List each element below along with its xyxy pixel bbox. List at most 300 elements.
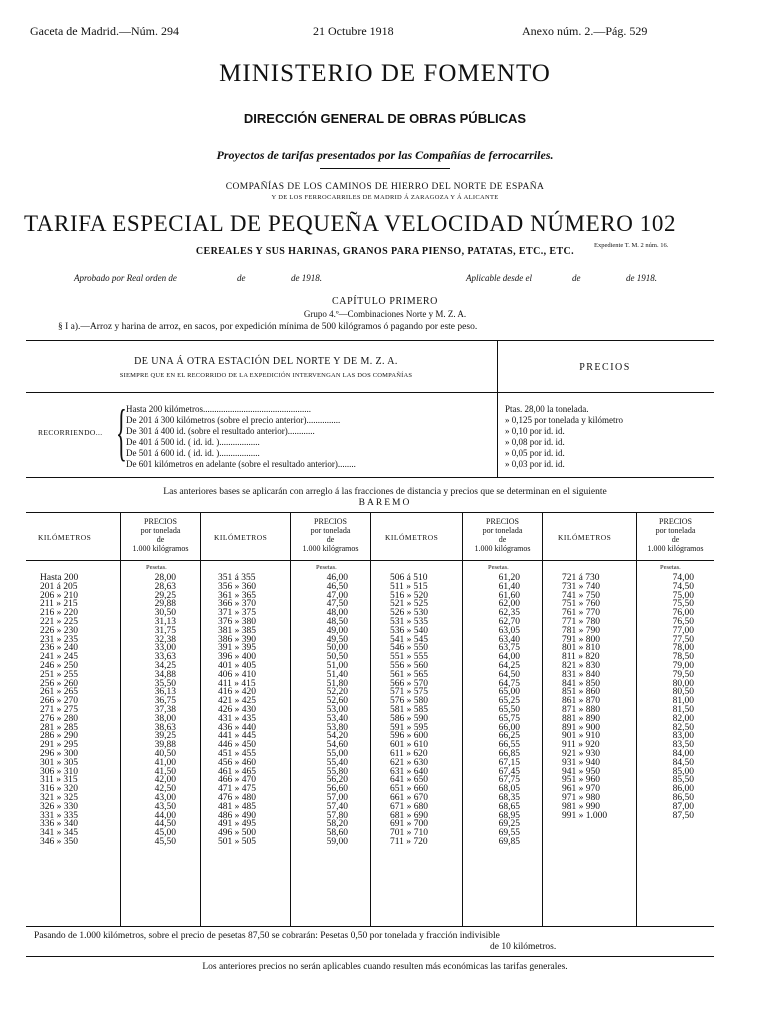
- baremo-km-cell: 221 » 225: [40, 616, 78, 627]
- baremo-price-cell: 61,20: [498, 573, 520, 583]
- baremo-km-cell: 511 » 515: [390, 581, 428, 592]
- baremo-km-cell: 661 » 670: [390, 792, 428, 803]
- baremo-price-cell: 53,40: [326, 713, 348, 724]
- baremo-price-cell: 44,00: [154, 810, 176, 821]
- km-header: KILÓMETROS: [38, 533, 92, 542]
- baremo-km-cell: 201 á 205: [40, 581, 78, 592]
- baremo-price-cell: 64,25: [498, 660, 520, 671]
- baremo-price-cell: 67,15: [498, 757, 520, 768]
- baremo-price-cell: 56,20: [326, 775, 348, 786]
- baremo-price-cell: 64,75: [498, 678, 520, 689]
- baremo-price-cell: 68,05: [498, 784, 520, 795]
- baremo-price-cell: 54,60: [326, 740, 348, 751]
- baremo-km-cell: 556 » 560: [390, 660, 428, 671]
- baremo-rule: [636, 512, 637, 926]
- baremo-price-cell: 36,75: [154, 696, 176, 707]
- baremo-km-cell: 266 » 270: [40, 696, 78, 707]
- baremo-km-column: [40, 574, 78, 847]
- baremo-price-cell: 59,00: [326, 836, 348, 847]
- baremo-price-cell: 77,00: [672, 625, 694, 636]
- baremo-km-cell: 711 » 720: [390, 836, 428, 847]
- baremo-price-cell: 39,25: [154, 731, 176, 742]
- baremo-price-cell: 66,85: [498, 748, 520, 759]
- baremo-km-cell: 421 » 425: [218, 696, 256, 707]
- baremo-km-cell: 566 » 570: [390, 678, 428, 689]
- baremo-km-cell: 501 » 505: [218, 836, 256, 847]
- baremo-price-cell: 58,20: [326, 819, 348, 830]
- baremo-km-cell: 611 » 620: [390, 748, 428, 759]
- baremo-price-cell: 35,50: [154, 678, 176, 689]
- header-right: Anexo núm. 2.—Pág. 529: [522, 24, 648, 38]
- baremo-km-cell: 291 » 295: [40, 740, 78, 751]
- baremo-price-cell: 34,25: [154, 660, 176, 671]
- aplicable-text-1: Aplicable desde el: [466, 273, 532, 283]
- recorrido-price: » 0,10 por id. id.: [505, 426, 565, 436]
- baremo-km-column: [390, 574, 428, 847]
- baremo-km-cell: 941 » 950: [562, 766, 600, 777]
- baremo-price-cell: 50,00: [326, 643, 348, 654]
- precios-col-line: por tonelada: [140, 526, 181, 535]
- baremo-km-cell: 861 » 870: [562, 696, 600, 707]
- baremo-price-cell: 42,50: [154, 784, 176, 795]
- baremo-km-cell: 276 » 280: [40, 713, 78, 724]
- recorrido-price: » 0,03 por id. id.: [505, 459, 565, 469]
- baremo-price-cell: 77,50: [672, 634, 694, 645]
- final-rule: [26, 956, 714, 957]
- baremo-km-cell: 321 » 325: [40, 792, 78, 803]
- baremo-price-cell: 62,70: [498, 616, 520, 627]
- baremo-price-cell: 48,00: [326, 608, 348, 619]
- header-left: Gaceta de Madrid.—Núm. 294: [30, 24, 179, 38]
- baremo-km-cell: 961 » 970: [562, 784, 600, 795]
- baremo-price-cell: 65,50: [498, 704, 520, 715]
- baremo-km-cell: 206 » 210: [40, 590, 78, 601]
- baremo-price-cell: 41,00: [154, 757, 176, 768]
- baremo-price-cell: 39,88: [154, 740, 176, 751]
- precios-col-line: de: [326, 535, 335, 544]
- precios-col-line: por tonelada: [310, 526, 351, 535]
- table-top-rule: [26, 340, 714, 341]
- baremo-km-cell: 771 » 780: [562, 616, 600, 627]
- baremo-km-cell: 231 » 235: [40, 634, 78, 645]
- baremo-price-cell: 75,00: [672, 590, 694, 601]
- baremo-km-cell: 271 » 275: [40, 704, 78, 715]
- baremo-km-cell: 416 » 420: [218, 687, 256, 698]
- baremo-price-cell: 87,00: [672, 801, 694, 812]
- baremo-price-cell: 46,50: [326, 581, 348, 592]
- recorrido-price: » 0,125 por tonelada y kilómetro: [505, 415, 623, 425]
- baremo-price-cell: 46,00: [326, 573, 348, 583]
- baremo-km-cell: 461 » 465: [218, 766, 256, 777]
- baremo-price-cell: 69,55: [498, 828, 520, 839]
- baremo-price-cell: 55,00: [326, 748, 348, 759]
- baremo-km-cell: 581 » 585: [390, 704, 428, 715]
- baremo-km-cell: 491 » 495: [218, 819, 256, 830]
- pasando-note: Pasando de 1.000 kilómetros, sobre el precio de pesetas 87,50 se cobrarán: Pesetas 0,50 por tonelada y fracción indivisible: [34, 931, 500, 941]
- baremo-km-cell: 901 » 910: [562, 731, 600, 742]
- baremo-price-cell: 76,00: [672, 608, 694, 619]
- aprobado-text-3: de 1918.: [291, 273, 322, 283]
- baremo-price-cell: 43,50: [154, 801, 176, 812]
- baremo-km-cell: 591 » 595: [390, 722, 428, 733]
- baremo-km-cell: 521 » 525: [390, 599, 428, 610]
- baremo-price-cell: 47,00: [326, 590, 348, 601]
- aprobado-text-2: de: [237, 273, 246, 283]
- baremo-price-column: [642, 574, 694, 820]
- precios-col-line: de: [671, 535, 680, 544]
- baremo-price-cell: 66,00: [498, 722, 520, 733]
- pesetas-label: Pesetas.: [316, 564, 337, 571]
- baremo-km-cell: 701 » 710: [390, 828, 428, 839]
- baremo-price-column: [468, 574, 520, 847]
- nota-baremo: Las anteriores bases se aplicarán con arreglo á las fracciones de distancia y precios que se determinan en el siguiente: [163, 487, 607, 497]
- baremo-price-cell: 56,60: [326, 784, 348, 795]
- baremo-km-cell: 356 » 360: [218, 581, 256, 592]
- baremo-price-cell: 30,50: [154, 608, 176, 619]
- baremo-km-cell: 731 » 740: [562, 581, 600, 592]
- baremo-km-cell: 571 » 575: [390, 687, 428, 698]
- brace-glyph: {: [116, 396, 127, 467]
- pesetas-label: Pesetas.: [146, 564, 167, 571]
- baremo-price-cell: 57,00: [326, 792, 348, 803]
- baremo-price-cell: 67,75: [498, 775, 520, 786]
- baremo-price-cell: 62,00: [498, 599, 520, 610]
- precios-col-header: [291, 517, 370, 553]
- baremo-price-cell: 38,63: [154, 722, 176, 733]
- baremo-km-cell: 401 » 405: [218, 660, 256, 671]
- precios-col-header: [121, 517, 200, 553]
- recorrido-price: » 0,05 por id. id.: [505, 448, 565, 458]
- baremo-km-column: [218, 574, 256, 847]
- baremo-price-cell: 84,50: [672, 757, 694, 768]
- baremo-price-cell: 31,75: [154, 625, 176, 636]
- baremo-km-cell: 801 » 810: [562, 643, 600, 654]
- baremo-price-cell: 44,50: [154, 819, 176, 830]
- baremo-km-cell: 911 » 920: [562, 740, 600, 751]
- proyectos-title: Proyectos de tarifas presentados por las Compañías de ferrocarriles.: [216, 148, 554, 162]
- direccion-title: DIRECCIÓN GENERAL DE OBRAS PÚBLICAS: [243, 111, 527, 126]
- baremo-km-cell: 691 » 700: [390, 819, 428, 830]
- pesetas-label: Pesetas.: [488, 564, 509, 571]
- precios-col-line: PRECIOS: [314, 517, 347, 526]
- baremo-price-cell: 79,50: [672, 669, 694, 680]
- baremo-price-cell: 62,35: [498, 608, 520, 619]
- baremo-km-cell: 851 » 860: [562, 687, 600, 698]
- baremo-km-cell: 791 » 800: [562, 634, 600, 645]
- baremo-price-column: [126, 574, 176, 847]
- baremo-price-cell: 66,55: [498, 740, 520, 751]
- aplicable-text-2: de: [572, 273, 581, 283]
- baremo-km-cell: 681 » 690: [390, 810, 428, 821]
- baremo-km-cell: 741 » 750: [562, 590, 600, 601]
- baremo-km-cell: 821 » 830: [562, 660, 600, 671]
- baremo-km-cell: 431 » 435: [218, 713, 256, 724]
- estacion-header: DE UNA Á OTRA ESTACIÓN DEL NORTE Y DE M. Z. A.: [134, 356, 398, 367]
- baremo-km-cell: 921 » 930: [562, 748, 600, 759]
- baremo-price-cell: 69,25: [498, 819, 520, 830]
- baremo-price-cell: 45,00: [154, 828, 176, 839]
- baremo-price-cell: 49,00: [326, 625, 348, 636]
- precios-col-line: PRECIOS: [659, 517, 692, 526]
- baremo-price-cell: 65,00: [498, 687, 520, 698]
- baremo-bottom-rule: [26, 926, 714, 927]
- baremo-km-cell: 531 » 535: [390, 616, 428, 627]
- baremo-price-cell: 34,88: [154, 669, 176, 680]
- final-note: Los anteriores precios no serán aplicables cuando resulten más económicas las tarifas generales.: [202, 962, 568, 972]
- baremo-km-cell: 576 » 580: [390, 696, 428, 707]
- recorriendo-label: RECORRIENDO...: [38, 428, 103, 437]
- baremo-price-cell: 68,35: [498, 792, 520, 803]
- baremo-price-cell: 40,50: [154, 748, 176, 759]
- baremo-km-cell: 651 » 660: [390, 784, 428, 795]
- companias-line-1: COMPAÑÍAS DE LOS CAMINOS DE HIERRO DEL NORTE DE ESPAÑA: [225, 182, 545, 192]
- baremo-price-cell: 58,60: [326, 828, 348, 839]
- baremo-price-cell: 32,38: [154, 634, 176, 645]
- baremo-km-cell: 226 » 230: [40, 625, 78, 636]
- recorrido-row: Hasta 200 kilómetros................................................: [126, 404, 311, 414]
- recorrido-row: De 501 á 600 id. ( id. id. )..................: [126, 448, 260, 458]
- precios-col-line: 1.000 kilógramos: [302, 544, 359, 553]
- baremo-price-cell: 45,50: [154, 836, 176, 847]
- baremo-km-cell: 236 » 240: [40, 643, 78, 654]
- baremo-km-cell: 811 » 820: [562, 652, 600, 663]
- baremo-price-cell: 81,00: [672, 696, 694, 707]
- baremo-price-cell: 78,00: [672, 643, 694, 654]
- baremo-price-cell: 48,50: [326, 616, 348, 627]
- precios-col-line: de: [156, 535, 165, 544]
- table-header-rule: [26, 392, 714, 393]
- baremo-km-cell: 381 » 385: [218, 625, 256, 636]
- baremo-km-cell: 456 » 460: [218, 757, 256, 768]
- baremo-price-cell: 86,00: [672, 784, 694, 795]
- baremo-km-cell: Hasta 200: [40, 573, 79, 583]
- baremo-km-cell: 346 » 350: [40, 836, 78, 847]
- baremo-price-cell: 57,40: [326, 801, 348, 812]
- divider-rule: [320, 168, 450, 169]
- baremo-km-cell: 881 » 890: [562, 713, 600, 724]
- baremo-km-cell: 446 » 450: [218, 740, 256, 751]
- baremo-price-cell: 53,80: [326, 722, 348, 733]
- recorrido-row: De 601 kilómetros en adelante (sobre el resultado anterior)........: [126, 459, 356, 469]
- baremo-price-cell: 38,00: [154, 713, 176, 724]
- baremo-km-cell: 391 » 395: [218, 643, 256, 654]
- baremo-price-cell: 57,80: [326, 810, 348, 821]
- baremo-km-cell: 311 » 315: [40, 775, 78, 786]
- precios-col-line: por tonelada: [482, 526, 523, 535]
- baremo-km-cell: 371 » 375: [218, 608, 256, 619]
- baremo-km-cell: 751 » 760: [562, 599, 600, 610]
- baremo-price-cell: 75,50: [672, 599, 694, 610]
- baremo-price-cell: 82,50: [672, 722, 694, 733]
- km-header: KILÓMETROS: [214, 533, 268, 542]
- baremo-rule: [200, 512, 201, 926]
- precios-col-line: 1.000 kilógramos: [132, 544, 189, 553]
- baremo-km-cell: 596 » 600: [390, 731, 428, 742]
- baremo-price-cell: 52,20: [326, 687, 348, 698]
- baremo-km-cell: 481 » 485: [218, 801, 256, 812]
- baremo-km-cell: 406 » 410: [218, 669, 256, 680]
- baremo-km-cell: 496 » 500: [218, 828, 256, 839]
- baremo-km-cell: 386 » 390: [218, 634, 256, 645]
- baremo-price-cell: 55,80: [326, 766, 348, 777]
- precios-header: PRECIOS: [579, 362, 631, 373]
- baremo-price-cell: 52,60: [326, 696, 348, 707]
- baremo-price-cell: 33,00: [154, 643, 176, 654]
- baremo-price-cell: 36,13: [154, 687, 176, 698]
- table-bottom-rule: [26, 477, 714, 478]
- baremo-km-cell: 671 » 680: [390, 801, 428, 812]
- baremo-km-cell: 546 » 550: [390, 643, 428, 654]
- baremo-km-cell: 261 » 265: [40, 687, 78, 698]
- baremo-price-cell: 74,50: [672, 581, 694, 592]
- baremo-price-cell: 66,25: [498, 731, 520, 742]
- baremo-price-cell: 68,65: [498, 801, 520, 812]
- baremo-rule: [462, 512, 463, 926]
- baremo-price-cell: 83,50: [672, 740, 694, 751]
- baremo-price-cell: 87,50: [672, 810, 694, 821]
- baremo-km-cell: 561 » 565: [390, 669, 428, 680]
- baremo-km-cell: 351 á 355: [218, 573, 256, 583]
- recorrido-row: De 201 á 300 kilómetros (sobre el precio anterior)...............: [126, 415, 341, 425]
- baremo-km-cell: 426 » 430: [218, 704, 256, 715]
- precios-col-header: [637, 517, 714, 553]
- baremo-km-cell: 721 á 730: [562, 573, 600, 583]
- baremo-km-cell: 551 » 555: [390, 652, 428, 663]
- baremo-price-cell: 79,00: [672, 660, 694, 671]
- recorrido-row: De 401 á 500 id. ( id. id. )..................: [126, 437, 260, 447]
- baremo-km-cell: 436 » 440: [218, 722, 256, 733]
- baremo-price-cell: 41,50: [154, 766, 176, 777]
- baremo-km-cell: 256 » 260: [40, 678, 78, 689]
- baremo-rule: [370, 512, 371, 926]
- seccion-line: § I a).—Arroz y harina de arroz, en sacos, por expedición mínima de 500 kilógramos ó pagando por este peso.: [58, 322, 478, 332]
- baremo-rule: [542, 512, 543, 926]
- baremo-km-cell: 891 » 900: [562, 722, 600, 733]
- baremo-price-cell: 65,75: [498, 713, 520, 724]
- baremo-price-cell: 43,00: [154, 792, 176, 803]
- baremo-price-cell: 84,00: [672, 748, 694, 759]
- recorrido-row: De 301 á 400 id. (sobre el resultado anterior)............: [126, 426, 315, 436]
- baremo-km-cell: 326 » 330: [40, 801, 78, 812]
- baremo-price-cell: 54,20: [326, 731, 348, 742]
- baremo-price-cell: 28,00: [154, 573, 176, 583]
- baremo-price-cell: 74,00: [672, 573, 694, 583]
- baremo-km-cell: 971 » 980: [562, 792, 600, 803]
- baremo-km-cell: 441 » 445: [218, 731, 256, 742]
- km-header: KILÓMETROS: [385, 533, 439, 542]
- baremo-price-cell: 47,50: [326, 599, 348, 610]
- precios-col-line: de: [498, 535, 507, 544]
- baremo-price-cell: 63,40: [498, 634, 520, 645]
- baremo-price-cell: 80,50: [672, 687, 694, 698]
- baremo-price-cell: 67,45: [498, 766, 520, 777]
- precios-col-line: 1.000 kilógramos: [647, 544, 704, 553]
- baremo-km-cell: 331 » 335: [40, 810, 78, 821]
- table-column-rule: [497, 340, 498, 477]
- baremo-price-cell: 31,13: [154, 616, 176, 627]
- baremo-km-cell: 781 » 790: [562, 625, 600, 636]
- baremo-km-cell: 931 » 940: [562, 757, 600, 768]
- cereales-subtitle: CEREALES Y SUS HARINAS, GRANOS PARA PIENSO, PATATAS, ETC., ETC.: [195, 246, 575, 257]
- precios-col-line: 1.000 kilógramos: [474, 544, 531, 553]
- baremo-km-column: [562, 574, 607, 820]
- baremo-km-cell: 951 » 960: [562, 775, 600, 786]
- baremo-km-cell: 476 » 480: [218, 792, 256, 803]
- precios-col-line: PRECIOS: [144, 517, 177, 526]
- companias-line-2: Y DE LOS FERROCARRILES DE MADRID Á ZARAGOZA Y Á ALICANTE: [271, 194, 499, 201]
- baremo-km-cell: 361 » 365: [218, 590, 256, 601]
- capitulo-title: CAPÍTULO PRIMERO: [332, 296, 438, 307]
- km-header: KILÓMETROS: [558, 533, 612, 542]
- baremo-km-cell: 411 » 415: [218, 678, 256, 689]
- grupo-line: Grupo 4.º—Combinaciones Norte y M. Z. A.: [303, 309, 467, 319]
- pesetas-label: Pesetas.: [660, 564, 681, 571]
- baremo-km-cell: 341 » 345: [40, 828, 78, 839]
- recorrido-price: » 0,08 por id. id.: [505, 437, 565, 447]
- baremo-price-cell: 86,50: [672, 792, 694, 803]
- baremo-price-cell: 55,40: [326, 757, 348, 768]
- precios-col-line: por tonelada: [655, 526, 696, 535]
- precios-col-line: PRECIOS: [486, 517, 519, 526]
- baremo-km-cell: 541 » 545: [390, 634, 428, 645]
- baremo-price-cell: 42,00: [154, 775, 176, 786]
- baremo-price-cell: 37,38: [154, 704, 176, 715]
- baremo-price-cell: 63,05: [498, 625, 520, 636]
- baremo-km-cell: 991 » 1.000: [562, 810, 608, 821]
- baremo-price-cell: 49,50: [326, 634, 348, 645]
- baremo-km-cell: 251 » 255: [40, 669, 78, 680]
- baremo-price-cell: 69,85: [498, 836, 520, 847]
- baremo-price-cell: 29,25: [154, 590, 176, 601]
- baremo-km-cell: 306 » 310: [40, 766, 78, 777]
- baremo-price-column: [296, 574, 348, 847]
- aplicable-text-3: de 1918.: [626, 273, 657, 283]
- recorrido-price: Ptas. 28,00 la tonelada.: [505, 404, 589, 414]
- baremo-km-cell: 981 » 990: [562, 801, 600, 812]
- baremo-rule: [290, 512, 291, 926]
- baremo-km-cell: 396 » 400: [218, 652, 256, 663]
- baremo-price-cell: 53,00: [326, 704, 348, 715]
- baremo-km-cell: 286 » 290: [40, 731, 78, 742]
- baremo-price-cell: 51,80: [326, 678, 348, 689]
- baremo-km-cell: 451 » 455: [218, 748, 256, 759]
- baremo-km-cell: 376 » 380: [218, 616, 256, 627]
- baremo-km-cell: 586 » 590: [390, 713, 428, 724]
- baremo-price-cell: 81,50: [672, 704, 694, 715]
- baremo-price-cell: 85,00: [672, 766, 694, 777]
- baremo-price-cell: 33,63: [154, 652, 176, 663]
- baremo-km-cell: 506 á 510: [390, 573, 428, 583]
- baremo-price-cell: 78,50: [672, 652, 694, 663]
- estacion-subheader: SIEMPRE QUE EN EL RECORRIDO DE LA EXPEDICIÓN INTERVENGAN LAS DOS COMPAÑÍAS: [119, 372, 413, 379]
- baremo-km-cell: 296 » 300: [40, 748, 78, 759]
- expediente-note: Expediente T. M. 2 núm. 16.: [594, 242, 669, 249]
- baremo-price-cell: 82,00: [672, 713, 694, 724]
- baremo-price-cell: 51,00: [326, 660, 348, 671]
- ministry-title: MINISTERIO DE FOMENTO: [219, 60, 551, 87]
- baremo-km-cell: 246 » 250: [40, 660, 78, 671]
- baremo-price-cell: 29,88: [154, 599, 176, 610]
- tarifa-title: TARIFA ESPECIAL DE PEQUEÑA VELOCIDAD NÚMERO 102: [24, 211, 677, 236]
- baremo-price-cell: 51,40: [326, 669, 348, 680]
- baremo-price-cell: 65,25: [498, 696, 520, 707]
- baremo-price-cell: 28,63: [154, 581, 176, 592]
- baremo-km-cell: 631 » 640: [390, 766, 428, 777]
- baremo-km-cell: 871 » 880: [562, 704, 600, 715]
- baremo-title: BAREMO: [358, 498, 412, 508]
- baremo-km-cell: 241 » 245: [40, 652, 78, 663]
- pasando-note-cont: de 10 kilómetros.: [490, 942, 557, 952]
